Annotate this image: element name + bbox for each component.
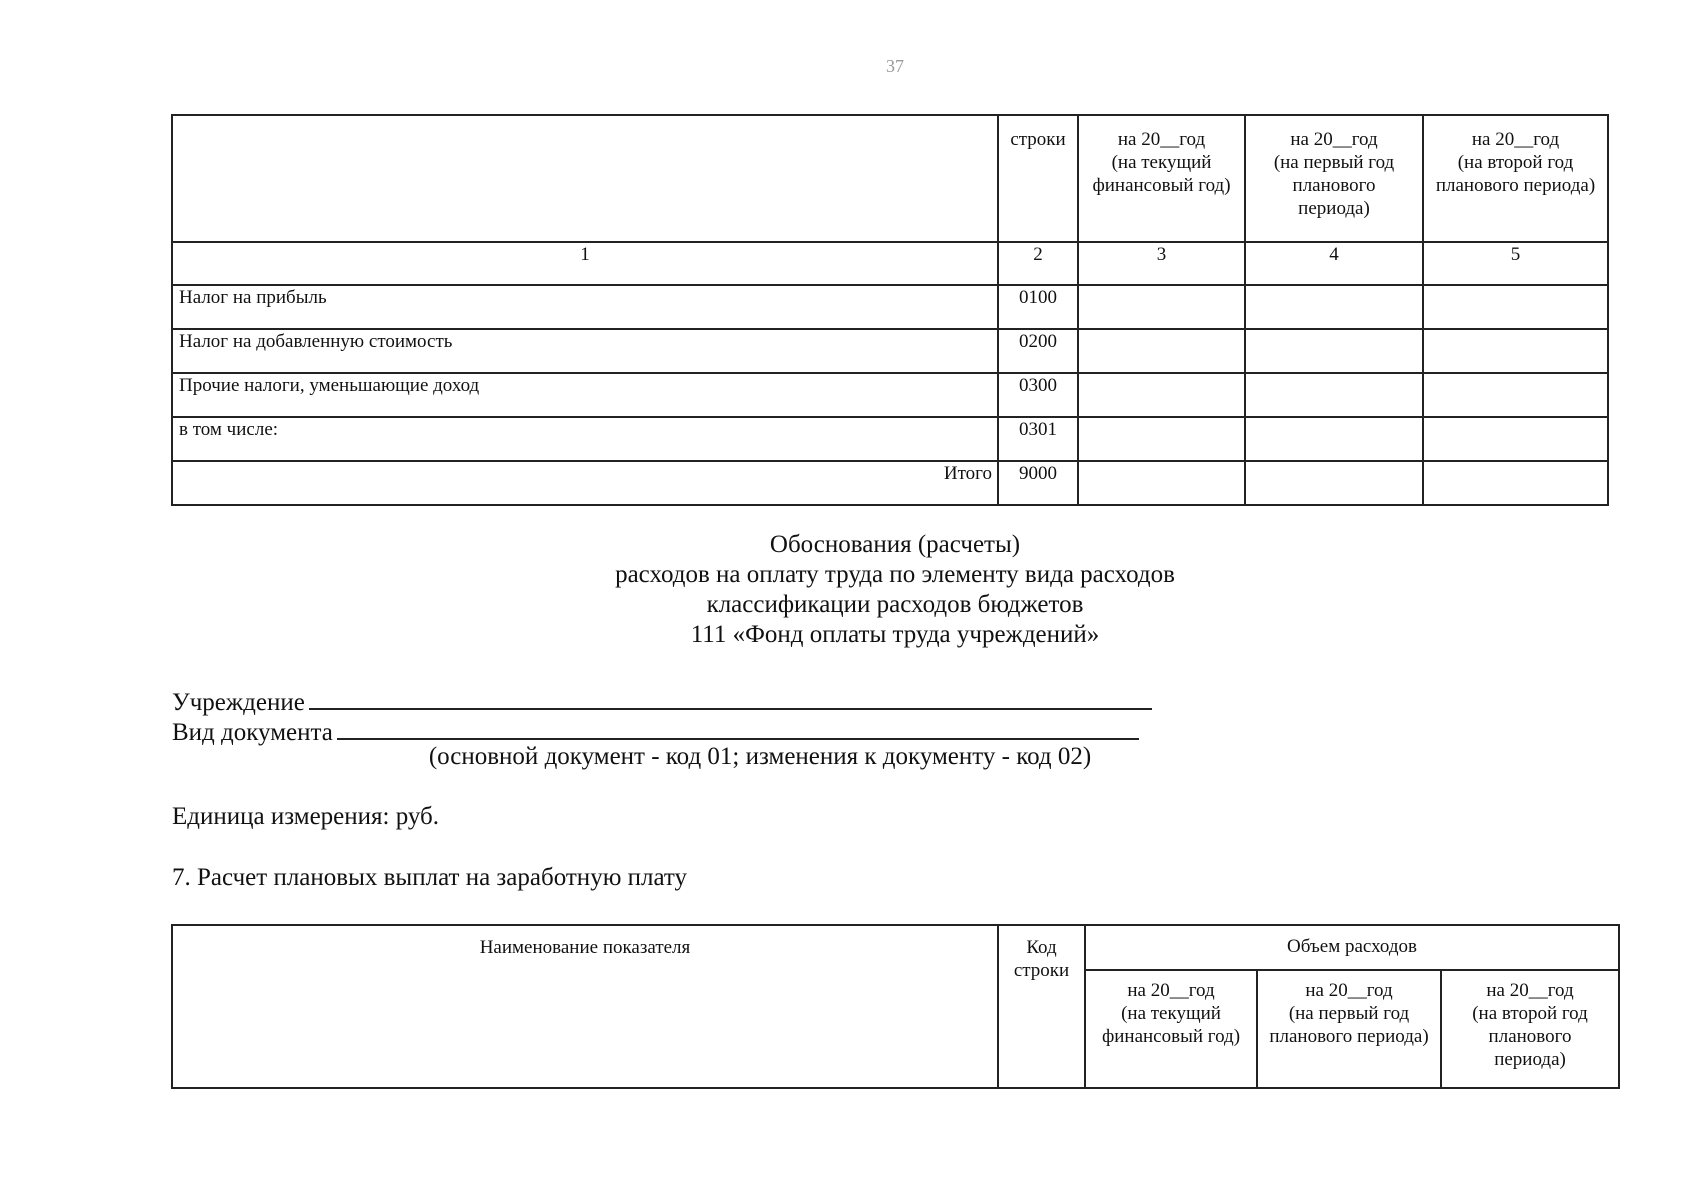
total-row xyxy=(172,461,1608,505)
row-name: Прочие налоги, уменьшающие доход xyxy=(172,373,998,417)
header-year-second: на 20__год (на второй год планового периода) xyxy=(1423,115,1608,242)
row-name: Налог на добавленную стоимость xyxy=(172,329,998,373)
header-year-current: на 20__год (на текущий финансовый год) xyxy=(1078,115,1245,242)
table-row xyxy=(172,417,1608,461)
heading-line: классификации расходов бюджетов xyxy=(706,591,1084,618)
total-label: Итого xyxy=(172,461,998,505)
unit-of-measure: Единица измерения: руб. xyxy=(172,803,440,830)
salary-table-header xyxy=(172,925,1619,970)
row-code: 0300 xyxy=(998,373,1078,417)
row-code: 9000 xyxy=(998,461,1078,505)
value-cell[interactable] xyxy=(1078,285,1245,329)
name-header: Наименование показателя xyxy=(172,925,998,1088)
institution-line xyxy=(172,684,1152,718)
row-code: 0301 xyxy=(998,417,1078,461)
value-cell[interactable] xyxy=(1078,329,1245,373)
value-cell[interactable] xyxy=(1423,417,1608,461)
doc-type-note: (основной документ - код 01; изменения к документу - код 02) xyxy=(428,743,1092,770)
section-heading xyxy=(0,530,1698,650)
heading-line: Обоснования (расчеты) xyxy=(769,531,1021,558)
section-7-title: 7. Расчет плановых выплат на заработную плату xyxy=(172,864,688,891)
value-cell[interactable] xyxy=(1245,285,1423,329)
institution-field[interactable] xyxy=(309,684,1152,710)
value-cell[interactable] xyxy=(1245,373,1423,417)
row-name: в том числе: xyxy=(172,417,998,461)
page-number: 37 xyxy=(886,56,904,76)
value-cell[interactable] xyxy=(1245,461,1423,505)
value-cell[interactable] xyxy=(1423,461,1608,505)
header-year-current: на 20__год (на текущий финансовый год) xyxy=(1085,970,1257,1088)
column-number: 2 xyxy=(998,242,1078,285)
column-number: 5 xyxy=(1423,242,1608,285)
heading-line: 111 «Фонд оплаты труда учреждений» xyxy=(690,621,1100,648)
row-code: 0100 xyxy=(998,285,1078,329)
doc-type-field[interactable] xyxy=(337,714,1139,740)
column-number: 1 xyxy=(172,242,998,285)
value-cell[interactable] xyxy=(1078,373,1245,417)
header-code-cell: строки xyxy=(998,115,1078,242)
volume-header: Объем расходов xyxy=(1085,925,1619,970)
code-header: Код строки xyxy=(998,925,1085,1088)
doc-type-label: Вид документа xyxy=(172,719,333,746)
value-cell[interactable] xyxy=(1423,373,1608,417)
value-cell[interactable] xyxy=(1245,329,1423,373)
header-year-second: на 20__год (на второй год планового периода) xyxy=(1441,970,1619,1088)
value-cell[interactable] xyxy=(1245,417,1423,461)
row-name: Налог на прибыль xyxy=(172,285,998,329)
header-year-first: на 20__год (на первый год планового периода) xyxy=(1257,970,1441,1088)
row-code: 0200 xyxy=(998,329,1078,373)
tax-table-header xyxy=(172,115,1608,242)
column-numbers-row xyxy=(172,242,1608,285)
header-name-cell xyxy=(172,115,998,242)
table-row xyxy=(172,329,1608,373)
salary-table xyxy=(171,924,1620,1089)
table-row xyxy=(172,285,1608,329)
value-cell[interactable] xyxy=(1423,285,1608,329)
column-number: 3 xyxy=(1078,242,1245,285)
value-cell[interactable] xyxy=(1078,461,1245,505)
tax-table xyxy=(171,114,1609,506)
heading-line: расходов на оплату труда по элементу вида расходов xyxy=(615,561,1175,588)
column-number: 4 xyxy=(1245,242,1423,285)
header-year-first: на 20__год (на первый год планового периода) xyxy=(1245,115,1423,242)
value-cell[interactable] xyxy=(1423,329,1608,373)
table-row xyxy=(172,373,1608,417)
institution-label: Учреждение xyxy=(172,689,305,716)
value-cell[interactable] xyxy=(1078,417,1245,461)
